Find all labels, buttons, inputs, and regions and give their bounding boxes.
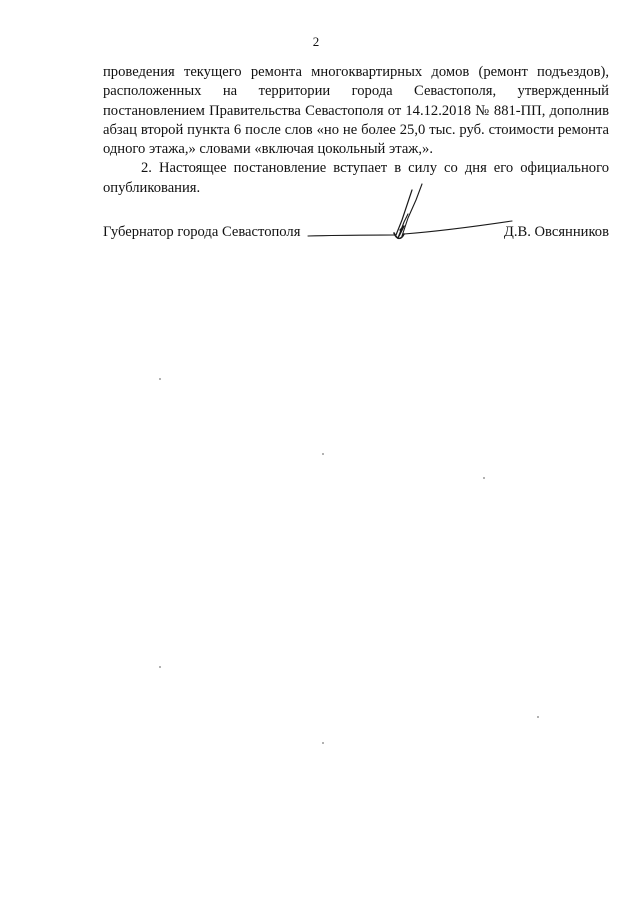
paragraph-effective-date: 2. Настоящее постановление вступает в силу со дня его официального опубликования. <box>103 160 609 196</box>
scan-speck <box>322 742 324 744</box>
scan-speck <box>322 453 324 455</box>
handwritten-signature <box>300 178 520 248</box>
scan-speck <box>537 716 539 718</box>
scan-speck <box>159 378 161 380</box>
page-number: 2 <box>312 34 320 49</box>
paragraph-continuation: проведения текущего ремонта многоквартирных домов (ремонт подъездов), расположенных на территории города Севастополя, утвержденный постановлением Правительства Севастополя от 14.12.2018 № 881-ПП, дополнив абзац второй пункта 6 после слов «но не более 25,0 тыс. руб. стоимости ремонта одного этажа,» словами «включая цокольный этаж,». <box>103 64 609 158</box>
scan-speck <box>159 666 161 668</box>
scan-speck <box>483 477 485 479</box>
signer-name: Д.В. Овсянников <box>503 224 609 240</box>
signer-position: Губернатор города Севастополя <box>103 224 301 240</box>
